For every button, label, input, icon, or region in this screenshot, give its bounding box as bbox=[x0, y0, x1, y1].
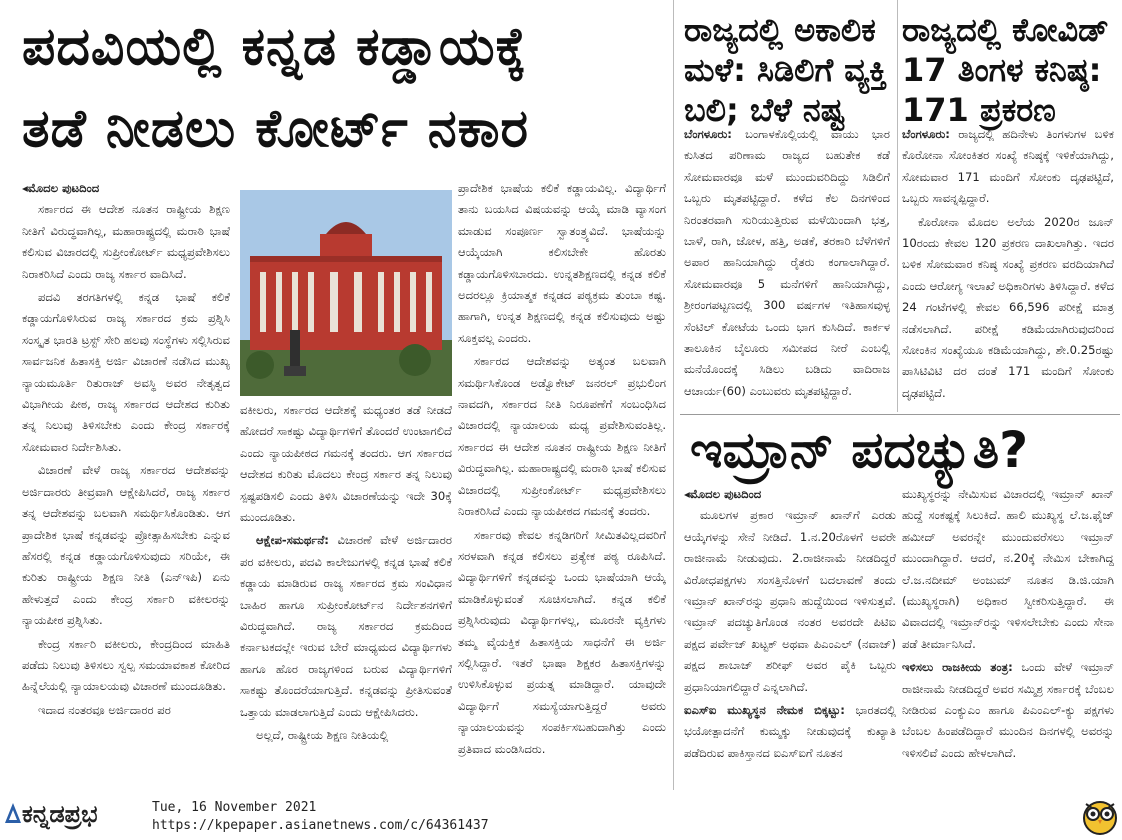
main-story-para: ಸರ್ಕಾರದ ಈ ಆದೇಶ ನೂತನ ರಾಷ್ಟ್ರೀಯ ಶಿಕ್ಷಣ ನೀತಿಗೆ ವಿರುದ್ಧವಾಗಿಲ್ಲ, ಮಹಾರಾಷ್ಟ್ರದಲ್ಲಿ ಮರಾಠಿ ಭಾಷೆ ಕಲಿಸುವ ವಿಚಾರದಲ್ಲಿ ಸುಪ್ರೀಂಕೋರ್ಟ್ ಮಧ್ಯಪ್ರವೇಶಿಸಲು ನಿರಾಕರಿಸಿದೆ ಎಂದು ರಾಜ್ಯ ಸರ್ಕಾರ ವಾದಿಸಿದೆ. bbox=[22, 202, 230, 281]
main-story-para: ಇದಾದ ನಂತರವೂ ಅರ್ಜಿದಾರರ ಪರ bbox=[38, 702, 171, 717]
main-story-col2 bbox=[240, 400, 452, 786]
rain-headline: ರಾಜ್ಯದಲ್ಲಿ ಅಕಾಲಿಕ ಮಳೆ: ಸಿಡಿಲಿಗೆ ವ್ಯಕ್ತಿ ಬಲಿ; ಬೆಳೆ ನಷ್ಟ bbox=[684, 11, 887, 129]
column-divider-right bbox=[897, 0, 898, 412]
main-story-para: ವಕೀಲರು, ಸರ್ಕಾರದ ಆದೇಶಕ್ಕೆ ಮಧ್ಯಂತರ ತಡೆ ನೀಡದೆ ಹೋದರೆ ಸಾಕಷ್ಟು ವಿದ್ಯಾರ್ಥಿಗಳಿಗೆ ತೊಂದರೆ ಉಂಟಾಗಲಿದೆ ಎಂದು ನ್ಯಾಯಪೀಠದ ಗಮನಕ್ಕೆ ತಂದರು. ಆಗ ಸರ್ಕಾರದ ಆದೇಶದ ಕುರಿತು ಮೊದಲು ಕೇಂದ್ರ ಸರ್ಕಾರ ತನ್ನ ನಿಲುವು ಸ್ಪಷ್ಟಪಡಿಸಲಿ ಎಂದು ತಿಳಿಸಿ ವಿಚಾರಣೆಯನ್ನು ಇದೇ 30ಕ್ಕೆ ಮುಂದೂಡಿತು. bbox=[240, 403, 452, 525]
main-story-para: ಪದವಿ ತರಗತಿಗಳಲ್ಲಿ ಕನ್ನಡ ಭಾಷೆ ಕಲಿಕೆ ಕಡ್ಡಾಯಗೊಳಿಸಿರುವ ರಾಜ್ಯ ಸರ್ಕಾರದ ಕ್ರಮ ಪ್ರಶ್ನಿಸಿ ಸಂಸ್ಕೃತ ಭಾರತಿ ಟ್ರಸ್ಟ್ ಸೇರಿ ಹಲವು ಸಂಸ್ಥೆಗಳು ಸಲ್ಲಿಸಿರುವ ಸಾರ್ವಜನಿಕ ಹಿತಾಸಕ್ತಿ ಅರ್ಜಿ ವಿಚಾರಣೆ ನಡೆಸಿದ ಮುಖ್ಯ ನ್ಯಾಯಮೂರ್ತಿ ರಿತುರಾಜ್ ಅವಸ್ಥಿ ಅವರ ನೇತೃತ್ವದ ವಿಭಾಗೀಯ ಪೀಠ, ರಾಜ್ಯ ಸರ್ಕಾರದ ಆದೇಶದ ಕುರಿತು ತನ್ನ ನಿಲುವು ತಿಳಿಸಬೇಕು ಎಂದು ಕೇಂದ್ರ ಸರ್ಕಾರಕ್ಕೆ ಸೋಮವಾರ ನಿರ್ದೇಶಿಸಿತು. bbox=[22, 290, 230, 454]
imran-subhead-politics: ಇಳಿಸಲು ರಾಜಕೀಯ ತಂತ್ರ: bbox=[902, 660, 1013, 675]
main-story-para: ಸರ್ಕಾರವು ಕೇವಲ ಕನ್ನಡಿಗರಿಗೆ ಸೀಮಿತವಿಲ್ಲದವರಿಗೆ ಸರಳವಾಗಿ ಕನ್ನಡ ಕಲಿಸಲು ಪ್ರತ್ಯೇಕ ಪಠ್ಯ ರೂಪಿಸಿದೆ. ವಿದ್ಯಾರ್ಥಿಗಳಿಗೆ ಕನ್ನಡವನ್ನು ಒಂದು ಭಾಷೆಯಾಗಿ ಆಯ್ಕೆ ಮಾಡಿಕೊಳ್ಳುವಂತೆ ಸೂಚಿಸಲಾಗಿದೆ. ಕನ್ನಡ ಕಲಿಕೆ ಪ್ರಶ್ನಿಸಿರುವುದು ವಿದ್ಯಾರ್ಥಿಗಳಲ್ಲ, ಮೂರನೇ ವ್ಯಕ್ತಿಗಳು ತಮ್ಮ ವೈಯಕ್ತಿಕ ಹಿತಾಸಕ್ತಿಯ ಸಾಧನೆಗೆ ಈ ಅರ್ಜಿ ಸಲ್ಲಿಸಿದ್ದಾರೆ. ಇತರೆ ಭಾಷಾ ಶಿಕ್ಷಕರ ಹಿತಾಸಕ್ತಿಗಳನ್ನು ಉಳಿಸಿಕೊಳ್ಳುವ ಪ್ರಯತ್ನ ಮಾಡಿದ್ದಾರೆ. ಯಾವುದೇ ವಿದ್ಯಾರ್ಥಿಗೆ ಸಮಸ್ಯೆಯಾಗುತ್ತಿದ್ದರೆ ಅವರು ನ್ಯಾಯಾಲಯವನ್ನು ಸಂಪರ್ಕಿಸಬಹುದಾಗಿತ್ತು ಎಂದು ಪ್ರತಿವಾದ ಮಂಡಿಸಿದರು. bbox=[458, 527, 666, 756]
imran-kicker: ◂ ಮೊದಲ ಪುಟದಿಂದ bbox=[684, 484, 896, 505]
main-story-kicker: ◂ ಮೊದಲ ಪುಟದಿಂದ bbox=[22, 178, 230, 199]
main-story-col1 bbox=[22, 178, 230, 782]
main-story-para: ವಿಚಾರಣೆ ವೇಳೆ ಅರ್ಜಿದಾರರ ಪರ ವಕೀಲರು, ಪದವಿ ಕಾಲೇಜುಗಳಲ್ಲಿ ಕನ್ನಡ ಭಾಷೆ ಕಲಿಕೆ ಕಡ್ಡಾಯ ಮಾಡಿರುವ ರಾಜ್ಯ ಸರ್ಕಾರದ ಕ್ರಮ ಸಂವಿಧಾನ ಬಾಹಿರ ಹಾಗೂ ಸುಪ್ರೀಂಕೋರ್ಟ್‌ನ ನಿರ್ದೇಶನಗಳಿಗೆ ವಿರುದ್ಧವಾಗಿದೆ. ರಾಜ್ಯ ಸರ್ಕಾರದ ಕ್ರಮದಿಂದ ಕರ್ನಾಟಕದಲ್ಲೇ ಇರುವ ಬೇರೆ ಮಾಧ್ಯಮದ ವಿದ್ಯಾರ್ಥಿಗಳು ಹಾಗೂ ಹೊರ ರಾಜ್ಯಗಳಿಂದ ಬರುವ ವಿದ್ಯಾರ್ಥಿಗಳಿಗೆ ಸಾಕಷ್ಟು ತೊಂದರೆಯಾಗುತ್ತಿದೆ. ಕನ್ನಡವನ್ನು ಪ್ರೀತಿಸುವಂತೆ ಒತ್ತಾಯ ಮಾಡಲಾಗುತ್ತಿದೆ ಎಂದು ಆಕ್ಷೇಪಿಸಿದರು. bbox=[240, 533, 452, 719]
imran-story-col1 bbox=[684, 484, 896, 784]
main-story-para: ಕೇಂದ್ರ ಸರ್ಕಾರಿ ವಕೀಲರು, ಕೇಂದ್ರದಿಂದ ಮಾಹಿತಿ ಪಡೆದು ನಿಲುವು ತಿಳಿಸಲು ಸ್ವಲ್ಪ ಸಮಯಾವಕಾಶ ಕೋರಿದ ಹಿನ್ನೆಲೆಯಲ್ಲಿ ನ್ಯಾಯಾಲಯವು ವಿಚಾರಣೆ ಮುಂದೂಡಿತು. bbox=[22, 636, 230, 694]
imran-headline: ಇಮ್ರಾನ್ ಪದಚ್ಯುತಿ? bbox=[690, 421, 1029, 479]
main-headline bbox=[22, 6, 662, 170]
covid-headline: ರಾಜ್ಯದಲ್ಲಿ ಕೋವಿಡ್ 17 ತಿಂಗಳ ಕನಿಷ್ಠ: 171 ಪ್ರಕರಣ bbox=[902, 11, 1109, 129]
main-headline-line2: ತಡೆ ನೀಡಲು ಕೋರ್ಟ್ ನಕಾರ bbox=[22, 99, 529, 159]
edition-date: Tue, 16 November 2021 bbox=[152, 800, 317, 815]
main-story-para: ಸರ್ಕಾರದ ಆದೇಶವನ್ನು ಅತ್ಯಂತ ಬಲವಾಗಿ ಸಮರ್ಥಿಸಿಕೊಂಡ ಅಡ್ವೊಕೇಟ್ ಜನರಲ್ ಪ್ರಭುಲಿಂಗ ನಾವದಗಿ, ಸರ್ಕಾರದ ನೀತಿ ನಿರೂಪಣೆಗೆ ಸಂಬಂಧಿಸಿದ ವಿಚಾರದಲ್ಲಿ ನ್ಯಾಯಾಲಯ ಮಧ್ಯ ಪ್ರವೇಶಿಸುವಂತಿಲ್ಲ. ಸರ್ಕಾರದ ಈ ಆದೇಶ ನೂತನ ರಾಷ್ಟ್ರೀಯ ಶಿಕ್ಷಣ ನೀತಿಗೆ ವಿರುದ್ಧವಾಗಿಲ್ಲ. ಮಹಾರಾಷ್ಟ್ರದಲ್ಲಿ ಮರಾಠಿ ಭಾಷೆ ಕಲಿಸುವ ವಿಚಾರದಲ್ಲಿ ಸುಪ್ರೀಂಕೋರ್ಟ್ ಮಧ್ಯಪ್ರವೇಶಿಸಲು ನಿರಾಕರಿಸಿದೆ ಎಂದು ನ್ಯಾಯಪೀಠದ ಗಮನಕ್ಕೆ ತಂದರು. bbox=[458, 354, 666, 519]
rain-story-body bbox=[684, 124, 890, 414]
main-headline-line1: ಪದವಿಯಲ್ಲಿ ಕನ್ನಡ ಕಡ್ಡಾಯಕ್ಕೆ bbox=[22, 17, 527, 77]
column-divider-main bbox=[673, 0, 674, 790]
covid-story-body bbox=[902, 124, 1114, 414]
main-story-subhead: ಆಕ್ಷೇಪ-ಸಮರ್ಥನೆ: bbox=[256, 533, 329, 548]
edition-url[interactable]: https://kpepaper.asianetnews.com/c/64361437 bbox=[152, 818, 489, 833]
imran-subhead-isi: ಐಎಸ್‌ಐ ಮುಖ್ಯಸ್ಥನ ನೇಮಕ ಬಿಕ್ಕಟ್ಟು: bbox=[684, 703, 845, 718]
covid-body1: ರಾಜ್ಯದಲ್ಲಿ ಹದಿನೇಳು ತಿಂಗಳುಗಳ ಬಳಿಕ ಕೊರೋನಾ ಸೋಂಕಿತರ ಸಂಖ್ಯೆ ಕನಿಷ್ಠಕ್ಕೆ ಇಳಿಕೆಯಾಗಿದ್ದು, ಸೋಮವಾರ 171 ಮಂದಿಗೆ ಸೋಂಕು ದೃಢಪಟ್ಟಿದೆ, ಒಬ್ಬರು ಸಾವನ್ನಪ್ಪಿದ್ದಾರೆ. bbox=[902, 127, 1114, 206]
kannadaprabha-logo-icon bbox=[4, 802, 22, 824]
owl-mascot-icon bbox=[1080, 796, 1120, 836]
rain-dateline: ಬೆಂಗಳೂರು: bbox=[684, 127, 732, 141]
imran-para: ಮೂಲಗಳ ಪ್ರಕಾರ ಇಮ್ರಾನ್ ಖಾನ್‌ಗೆ ಎರಡು ಆಯ್ಕೆಗಳನ್ನು ಸೇನೆ ನೀಡಿದೆ. 1.ನ.20ರೊಳಗೆ ಅವರೇ ರಾಜೀನಾಮೆ ನೀಡುವುದು. 2.ರಾಜೀನಾಮೆ ನೀಡದಿದ್ದರೆ ವಿರೋಧಪಕ್ಷಗಳು ಸಂಸತ್ತಿನೊಳಗೆ ಬದಲಾವಣೆ ತಂದು ಇಮ್ರಾನ್ ಖಾನ್‌ರನ್ನು ಪ್ರಧಾನಿ ಹುದ್ದೆಯಿಂದ ಇಳಿಸುತ್ತವೆ. ಇಮ್ರಾನ್ ಪದಚ್ಯುತಿಗೊಂಡ ನಂತರ ಅವರದೇ ಪಿಟಿಐ ಪಕ್ಷದ ಪರ್ವೇಜ್ ಖಟ್ಟಕ್ ಅಥವಾ ಪಿಎಂಎಲ್ (ನವಾಜ್) ಪಕ್ಷದ ಶಾಬಾಜ್ ಶರೀಫ್ ಅವರ ಪೈಕಿ ಒಬ್ಬರು ಪ್ರಧಾನಿಯಾಗಲಿದ್ದಾರೆ ಎನ್ನಲಾಗಿದೆ. bbox=[684, 508, 896, 694]
main-story-col3 bbox=[458, 178, 666, 782]
high-court-photo bbox=[240, 190, 452, 396]
rain-body: ಬಂಗಾಳಕೊಲ್ಲಿಯಲ್ಲಿ ವಾಯು ಭಾರ ಕುಸಿತದ ಪರಿಣಾಮ ರಾಜ್ಯದ ಬಹುತೇಕ ಕಡೆ ಸೋಮವಾರವೂ ಮಳೆ ಮುಂದುವರಿದಿದ್ದು ಸಿಡಿಲಿಗೆ ಒಬ್ಬರು ಮೃತಪಟ್ಟಿದ್ದಾರೆ. ಕಳೆದ ಕೆಲ ದಿನಗಳಿಂದ ನಿರಂತರವಾಗಿ ಸುರಿಯುತ್ತಿರುವ ಮಳೆಯಿಂದಾಗಿ ಭತ್ತ, ಬಾಳೆ, ರಾಗಿ, ಜೋಳ, ಹತ್ತಿ, ಅಡಕೆ, ತರಕಾರಿ ಬೆಳೆಗಳಿಗೆ ಅಪಾರ ಹಾನಿಯಾಗಿದ್ದು ರೈತರು ಕಂಗಾಲಾಗಿದ್ದಾರೆ. ಸೋಮವಾರವೂ 5 ಮನೆಗಳಿಗೆ ಹಾನಿಯಾಗಿದ್ದು, ಶ್ರೀರಂಗಪಟ್ಟಣದಲ್ಲಿ 300 ವರ್ಷಗಳ ಇತಿಹಾಸವುಳ್ಳ ಸೆಂಟಿಲ್ ಕೋಟೆಯ ಒಂದು ಭಾಗ ಕುಸಿದಿದೆ. ಕಾರ್ಕಳ ತಾಲೂಕಿನ ಬೈಲೂರು ಸಮೀಪದ ನೀರೆ ಎಂಬಲ್ಲಿ ಮನೆಯೊಂದಕ್ಕೆ ಸಿಡಿಲು ಬಡಿದು ವಾದಿರಾಜ ಆಚಾರ್ಯ(60) ಎಂಬುವರು ಮೃತಪಟ್ಟಿದ್ದಾರೆ. bbox=[684, 127, 890, 398]
main-story-para: ಅಲ್ಲದೆ, ರಾಷ್ಟ್ರೀಯ ಶಿಕ್ಷಣ ನೀತಿಯಲ್ಲಿ bbox=[256, 728, 389, 743]
imran-para: ಒಂದು ವೇಳೆ ಇಮ್ರಾನ್ ರಾಜೀನಾಮೆ ನೀಡದಿದ್ದರೆ ಅವರ ಸಮ್ಮಿಶ್ರ ಸರ್ಕಾರಕ್ಕೆ ಬೆಂಬಲ ನೀಡಿರುವ ಎಂಕ್ಯುಎಂ ಹಾಗೂ ಪಿಎಂಎಲ್-ಕ್ಯು ಪಕ್ಷಗಳು ಬೆಂಬಲ ಹಿಂಪಡೆದಿದ್ದಾರೆ ಮುಂದಿನ ದಿನಗಳಲ್ಲಿ ಅವರನ್ನು ಇಳಿಸಲಿವೆ ಎಂದು ಹೇಳಲಾಗಿದೆ. bbox=[902, 660, 1114, 760]
section-divider-imran bbox=[680, 414, 1120, 415]
covid-dateline: ಬೆಂಗಳೂರು: bbox=[902, 127, 950, 141]
covid-body2: ಕೊರೋನಾ ಮೊದಲ ಅಲೆಯ 2020ರ ಜೂನ್ 10ರಂದು ಕೇವಲ 120 ಪ್ರಕರಣ ದಾಖಲಾಗಿತ್ತು. ಇದರ ಬಳಿಕ ಸೋಮವಾರ ಕನಿಷ್ಠ ಸಂಖ್ಯೆ ಪ್ರಕರಣ ವರದಿಯಾಗಿದೆ ಎಂದು ಆರೋಗ್ಯ ಇಲಾಖೆ ಅಧಿಕಾರಿಗಳು ತಿಳಿಸಿದ್ದಾರೆ. ಕಳೆದ 24 ಗಂಟೆಗಳಲ್ಲಿ ಕೇವಲ 66,596 ಪರೀಕ್ಷೆ ಮಾತ್ರ ನಡೆಸಲಾಗಿದೆ. ಪರೀಕ್ಷೆ ಕಡಿಮೆಯಾಗಿರುವುದರಿಂದ ಸೋಂಕಿನ ಸಂಖ್ಯೆಯೂ ಕಡಿಮೆಯಾಗಿದ್ದು, ಶೇ.0.25ರಷ್ಟು ಪಾಸಿಟಿವಿಟಿ ದರ ದಂತೆ 171 ಮಂದಿಗೆ ಸೋಂಕು ದೃಢಪಟ್ಟಿದೆ. bbox=[902, 214, 1114, 400]
main-story-para: ವಿಚಾರಣೆ ವೇಳೆ ರಾಜ್ಯ ಸರ್ಕಾರದ ಆದೇಶವನ್ನು ಅರ್ಜಿದಾರರು ತೀವ್ರವಾಗಿ ಆಕ್ಷೇಪಿಸಿದರೆ, ರಾಜ್ಯ ಸರ್ಕಾರ ತನ್ನ ಆದೇಶವನ್ನು ಬಲವಾಗಿ ಸಮರ್ಥಿಸಿಕೊಂಡಿತು. ಆಗ ಪ್ರಾದೇಶಿಕ ಭಾಷೆ ಕನ್ನಡವನ್ನು ಪ್ರೋತ್ಸಾಹಿಸಬೇಕು ಎನ್ನುವ ಹೆಸರಲ್ಲಿ ಕನ್ನಡ ಕಡ್ಡಾಯಗೊಳಿಸುವುದು ಸರಿಯೇ, ಈ ಕುರಿತು ರಾಷ್ಟ್ರೀಯ ಶಿಕ್ಷಣ ನೀತಿ (ಎನ್‌ಇಪಿ) ಏನು ಹೇಳುತ್ತದೆ ಎಂದು ಕೇಂದ್ರ ಸರ್ಕಾರಿ ವಕೀಲರನ್ನು ನ್ಯಾಯಪೀಠ ಪ್ರಶ್ನಿಸಿತು. bbox=[22, 463, 230, 628]
imran-para: ಭಾರತದಲ್ಲಿ ಭಯೋತ್ಪಾದನೆಗೆ ಕುಮ್ಮಕ್ಕು ನೀಡುವುದಕ್ಕೆ ಕುಖ್ಯಾತಿ ಪಡೆದಿರುವ ಪಾಕಿಸ್ತಾನದ ಐಎಸ್‌ಐಗೆ ನೂತನ bbox=[684, 703, 896, 760]
imran-story-col2 bbox=[902, 484, 1114, 784]
main-story-para: ಪ್ರಾದೇಶಿಕ ಭಾಷೆಯ ಕಲಿಕೆ ಕಡ್ಡಾಯವಿಲ್ಲ. ವಿದ್ಯಾರ್ಥಿಗೆ ತಾನು ಬಯಸಿದ ವಿಷಯವನ್ನು ಆಯ್ಕೆ ಮಾಡಿ ವ್ಯಾಸಂಗ ಮಾಡುವ ಸಂಪೂರ್ಣ ಸ್ವಾತಂತ್ರ್ಯವಿದೆ. ಭಾಷೆಯನ್ನು ಆಯ್ಕೆಯಾಗಿ ಕಲಿಸಬೇಕೇ ಹೊರತು ಕಡ್ಡಾಯಗೊಳಿಸಬಾರದು. ಉನ್ನತಶಿಕ್ಷಣದಲ್ಲಿ ಕನ್ನಡ ಕಲಿಕೆ ಅದರಲ್ಲೂ ಕ್ರಿಯಾತ್ಮಕ ಕನ್ನಡದ ಪಠ್ಯಕ್ರಮ ತುಂಬಾ ಕಷ್ಟ. ಹಾಗಾಗಿ, ಉನ್ನತ ಶಿಕ್ಷಣದಲ್ಲಿ ಕನ್ನಡ ಕಲಿಸುವುದು ಅಷ್ಟು ಸೂಕ್ತವಲ್ಲ ಎಂದರು. bbox=[458, 181, 666, 345]
imran-para: ಮುಖ್ಯಸ್ಥರನ್ನು ನೇಮಿಸುವ ವಿಚಾರದಲ್ಲಿ ಇಮ್ರಾನ್ ಖಾನ್ ಹುದ್ದೆ ಸಂಕಷ್ಟಕ್ಕೆ ಸಿಲುಕಿದೆ. ಹಾಲಿ ಮುಖ್ಯಸ್ಥ ಲೆ.ಜ.ಫೈಜ್ ಹಮೀದ್ ಅವರನ್ನೇ ಮುಂದುವರೆಸಲು ಇಮ್ರಾನ್ ಮುಂದಾಗಿದ್ದಾರೆ. ಆದರೆ, ನ.20ಕ್ಕೆ ನೇಮಿಸ ಬೇಕಾಗಿದ್ದ ಲೆ.ಜ.ನದೀಮ್ ಅಂಜುಮ್ ನೂತನ ಡಿ.ಜಿ.ಯಾಗಿ (ಮುಖ್ಯಸ್ಥರಾಗಿ) ಅಧಿಕಾರ ಸ್ವೀಕರಿಸುತ್ತಿದ್ದಾರೆ. ಈ ವಿವಾದದಲ್ಲಿ ಇಮ್ರಾನ್‌ರನ್ನು ಇಳಿಸಲೇಬೇಕು ಎಂದು ಸೇನಾ ಪಡೆ ತೀರ್ಮಾನಿಸಿದೆ. bbox=[902, 487, 1114, 651]
brand-logo-text: ಕನ್ನಡಪ್ರಭ bbox=[22, 800, 98, 828]
